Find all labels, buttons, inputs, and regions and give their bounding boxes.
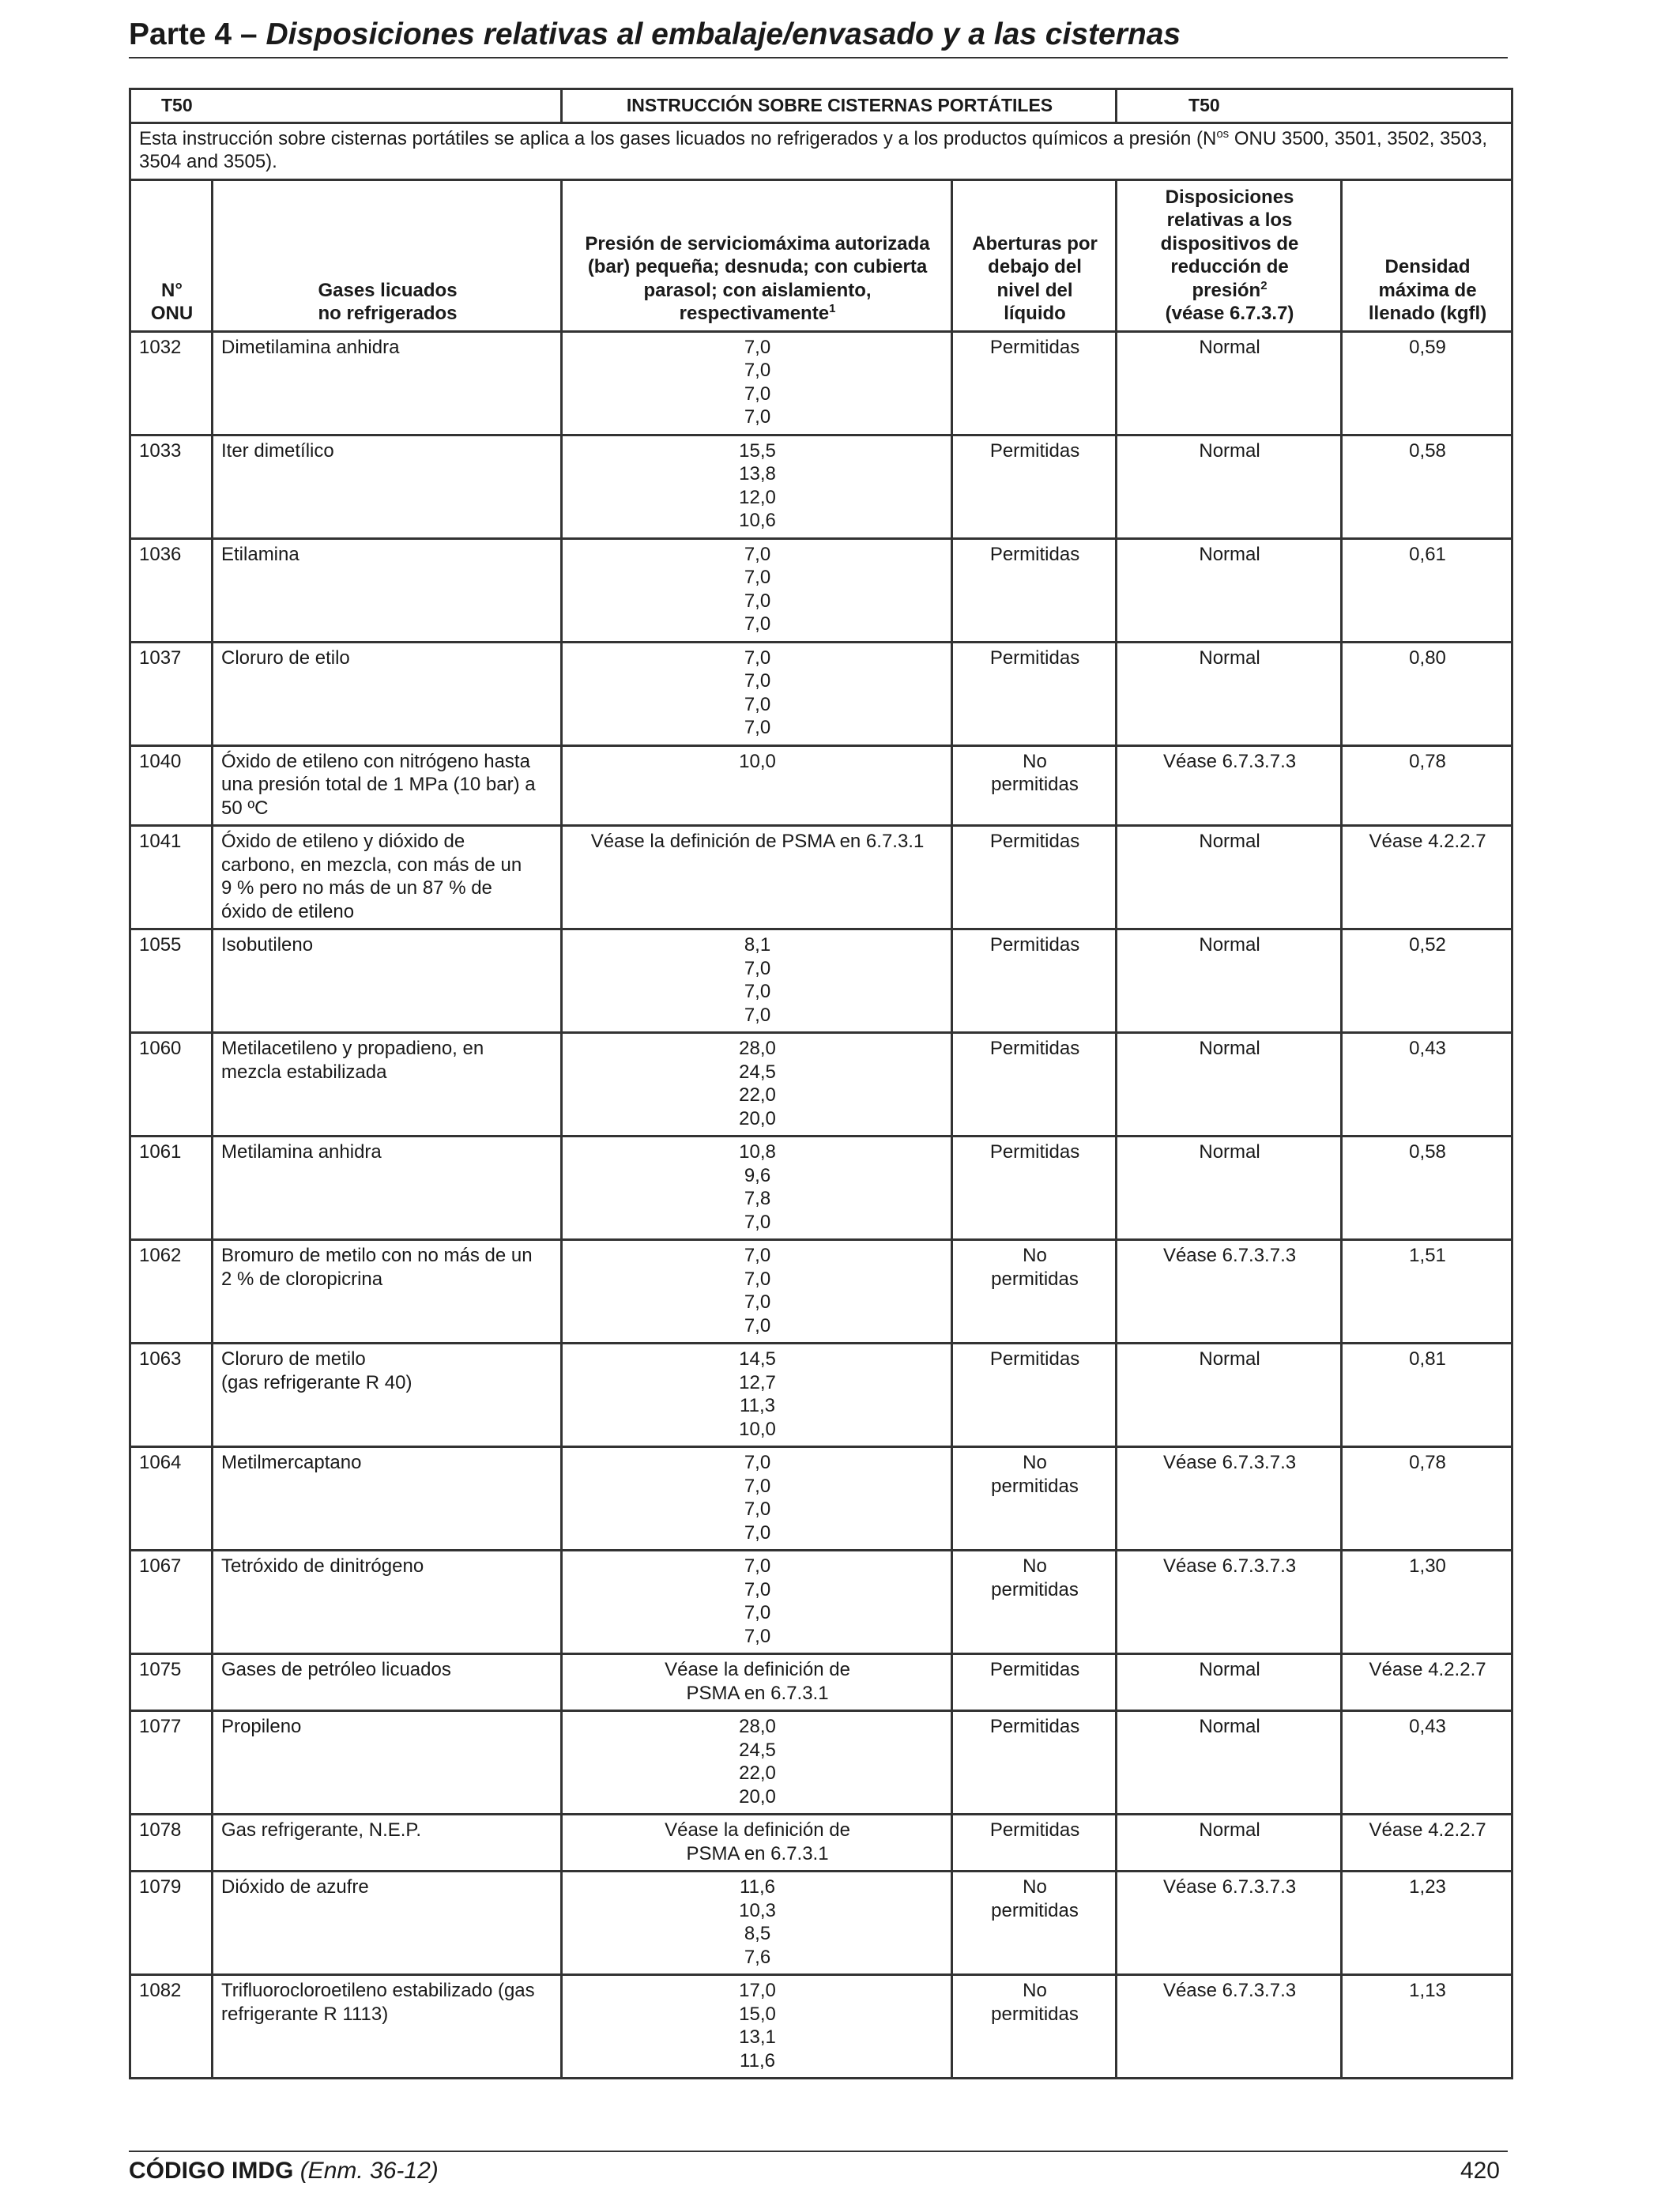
page-title bbox=[129, 13, 1508, 57]
cell-density: 0,59 bbox=[1342, 331, 1512, 435]
cell-un-number: 1064 bbox=[130, 1447, 213, 1551]
col-header-pressure-line: respectivamente bbox=[679, 303, 830, 324]
gas-name-line: Metilmercaptano bbox=[221, 1452, 362, 1473]
cell-openings bbox=[952, 435, 1117, 538]
cell-density: 0,52 bbox=[1342, 929, 1512, 1033]
gas-name-line: mezcla estabilizada bbox=[221, 1061, 387, 1083]
cell-un-number: 1040 bbox=[130, 745, 213, 826]
cell-pressure bbox=[562, 1344, 952, 1447]
header-rule bbox=[129, 57, 1508, 58]
cell-density: 1,30 bbox=[1342, 1551, 1512, 1654]
gas-name-line: 2 % de cloropicrina bbox=[221, 1268, 383, 1290]
openings-line: permitidas bbox=[991, 1475, 1079, 1497]
cell-relief: Véase 6.7.3.7.3 bbox=[1117, 1551, 1342, 1654]
cell-pressure bbox=[562, 1975, 952, 2079]
gas-name-line: Bromuro de metilo con no más de un bbox=[221, 1245, 533, 1266]
cell-openings bbox=[952, 538, 1117, 642]
cell-relief: Normal bbox=[1117, 1033, 1342, 1137]
cell-un-number: 1041 bbox=[130, 826, 213, 929]
gas-name-line: Etilamina bbox=[221, 543, 299, 565]
openings-line: Permitidas bbox=[989, 1348, 1080, 1370]
table-row bbox=[130, 745, 1512, 826]
gas-name-line: 50 ºC bbox=[221, 797, 269, 819]
cell-gas-name bbox=[213, 1551, 562, 1654]
pressure-value: 10,0 bbox=[739, 750, 776, 772]
gas-name-line: Tetróxido de dinitrógeno bbox=[221, 1555, 424, 1577]
table-row bbox=[130, 1344, 1512, 1447]
gas-name-line: (gas refrigerante R 40) bbox=[221, 1371, 412, 1393]
pressure-value: 7,0 bbox=[744, 1602, 771, 1623]
cell-relief: Véase 6.7.3.7.3 bbox=[1117, 1975, 1342, 2079]
cell-openings bbox=[952, 1711, 1117, 1815]
cell-gas-name bbox=[213, 1344, 562, 1447]
cell-openings bbox=[952, 826, 1117, 929]
cell-density: 0,58 bbox=[1342, 1137, 1512, 1240]
pressure-value: 24,5 bbox=[739, 1061, 776, 1083]
pressure-value: 7,0 bbox=[744, 1625, 771, 1647]
col-header-relief-line: reducción de bbox=[1170, 256, 1289, 277]
intro-text bbox=[130, 123, 1512, 179]
col-header-un bbox=[130, 179, 213, 331]
pressure-value: 7,0 bbox=[744, 981, 771, 1002]
openings-line: Permitidas bbox=[989, 831, 1080, 852]
cell-openings bbox=[952, 1975, 1117, 2079]
openings-line: Permitidas bbox=[989, 1038, 1080, 1059]
openings-line: Permitidas bbox=[989, 647, 1080, 669]
cell-pressure bbox=[562, 826, 952, 929]
table-row bbox=[130, 538, 1512, 642]
cell-gas-name bbox=[213, 435, 562, 538]
gas-name-line: Cloruro de metilo bbox=[221, 1348, 366, 1370]
cell-un-number: 1036 bbox=[130, 538, 213, 642]
pressure-value: 12,0 bbox=[739, 486, 776, 508]
cell-relief: Normal bbox=[1117, 435, 1342, 538]
cell-gas-name bbox=[213, 1975, 562, 2079]
pressure-value: 7,0 bbox=[744, 543, 771, 565]
col-header-openings-line: nivel del bbox=[996, 279, 1073, 301]
page-footer bbox=[129, 2151, 1508, 2190]
openings-line: permitidas bbox=[991, 1578, 1079, 1600]
table-row bbox=[130, 1654, 1512, 1711]
gas-name-line: Gases de petróleo licuados bbox=[221, 1659, 451, 1680]
cell-density: Véase 4.2.2.7 bbox=[1342, 1654, 1512, 1711]
table-row bbox=[130, 929, 1512, 1033]
col-header-openings bbox=[952, 179, 1117, 331]
pressure-value: 15,0 bbox=[739, 2003, 776, 2025]
openings-line: Permitidas bbox=[989, 1141, 1080, 1163]
pressure-value: PSMA en 6.7.3.1 bbox=[686, 1682, 829, 1704]
pressure-value: 13,8 bbox=[739, 463, 776, 484]
pressure-value: 7,0 bbox=[744, 1475, 771, 1497]
pressure-value: 17,0 bbox=[739, 1980, 776, 2001]
cell-pressure bbox=[562, 538, 952, 642]
cell-relief: Normal bbox=[1117, 538, 1342, 642]
pressure-value: 10,8 bbox=[739, 1141, 776, 1163]
pressure-value: 7,6 bbox=[744, 1946, 771, 1968]
openings-line: No bbox=[1023, 1452, 1047, 1473]
pressure-value: 11,3 bbox=[740, 1395, 775, 1416]
col-header-un-line: ONU bbox=[150, 303, 194, 324]
cell-density: 0,43 bbox=[1342, 1033, 1512, 1137]
pressure-value: 11,6 bbox=[740, 1876, 775, 1898]
col-header-relief-line: (véase 6.7.3.7) bbox=[1165, 303, 1294, 324]
col-header-un-line: N° bbox=[161, 279, 183, 301]
col-header-gas bbox=[213, 179, 562, 331]
openings-line: No bbox=[1023, 1245, 1047, 1266]
cell-density: 1,23 bbox=[1342, 1872, 1512, 1975]
openings-line: No bbox=[1023, 1876, 1047, 1898]
pressure-value: 28,0 bbox=[739, 1716, 776, 1737]
pressure-value: 7,0 bbox=[744, 1578, 771, 1600]
cell-density: 0,61 bbox=[1342, 538, 1512, 642]
intro-row bbox=[130, 123, 1512, 179]
pressure-value: 7,0 bbox=[744, 1314, 771, 1336]
cell-gas-name bbox=[213, 929, 562, 1033]
cell-openings bbox=[952, 331, 1117, 435]
openings-line: Permitidas bbox=[989, 439, 1080, 462]
cell-gas-name bbox=[213, 1240, 562, 1344]
instruction-heading: INSTRUCCIÓN SOBRE CISTERNAS PORTÁTILES bbox=[562, 89, 1117, 123]
cell-relief: Normal bbox=[1117, 826, 1342, 929]
col-header-density bbox=[1342, 179, 1512, 331]
cell-relief: Normal bbox=[1117, 1344, 1342, 1447]
openings-line: Permitidas bbox=[989, 1716, 1080, 1737]
cell-un-number: 1060 bbox=[130, 1033, 213, 1137]
col-header-pressure-line: Presión de serviciomáxima autorizada bbox=[585, 232, 930, 254]
gas-name-line: Gas refrigerante, N.E.P. bbox=[221, 1819, 422, 1841]
footnote-ref-1: 1 bbox=[829, 302, 836, 315]
intro-superscript: os bbox=[1216, 126, 1230, 141]
table-row bbox=[130, 642, 1512, 745]
pressure-value: 7,0 bbox=[744, 717, 771, 738]
gas-name-line: Propileno bbox=[221, 1716, 302, 1737]
gas-name-line: óxido de etileno bbox=[221, 900, 355, 922]
pressure-value: Véase la definición de bbox=[665, 1659, 850, 1680]
page-number: 420 bbox=[1460, 2158, 1500, 2184]
gas-name-line: una presión total de 1 MPa (10 bar) a bbox=[221, 774, 536, 795]
table-row bbox=[130, 1137, 1512, 1240]
instruction-id-left: T50 bbox=[130, 89, 562, 123]
table-row bbox=[130, 826, 1512, 929]
cell-pressure bbox=[562, 331, 952, 435]
table-row bbox=[130, 1033, 1512, 1137]
pressure-value: 7,0 bbox=[744, 383, 771, 405]
openings-line: Permitidas bbox=[989, 934, 1080, 956]
pressure-value: 7,0 bbox=[744, 1498, 771, 1520]
cell-openings bbox=[952, 1447, 1117, 1551]
col-header-relief-line: relativas a los bbox=[1166, 209, 1293, 231]
col-header-density-line: Densidad bbox=[1384, 256, 1471, 277]
pressure-value: 10,6 bbox=[739, 510, 776, 531]
pressure-value: 15,5 bbox=[739, 439, 776, 462]
footnote-ref-2: 2 bbox=[1260, 278, 1268, 292]
openings-line: Permitidas bbox=[989, 543, 1080, 565]
gas-name-line: Metilamina anhidra bbox=[221, 1141, 382, 1163]
col-header-density-line: máxima de bbox=[1378, 279, 1477, 301]
pressure-value: 24,5 bbox=[739, 1739, 776, 1761]
col-header-density-line: llenado (kgfl) bbox=[1368, 303, 1487, 324]
pressure-value: 7,0 bbox=[744, 670, 771, 692]
gas-name-line: 9 % pero no más de un 87 % de bbox=[221, 877, 492, 899]
pressure-value: 8,1 bbox=[744, 934, 771, 956]
pressure-value: 7,0 bbox=[744, 336, 771, 358]
openings-line: Permitidas bbox=[989, 1819, 1080, 1841]
instruction-id-right-text: T50 bbox=[1188, 95, 1220, 115]
cell-gas-name bbox=[213, 642, 562, 745]
pressure-value: 7,0 bbox=[744, 1555, 771, 1577]
cell-un-number: 1063 bbox=[130, 1344, 213, 1447]
pressure-value: 7,0 bbox=[744, 613, 771, 635]
part-label: Parte 4 – bbox=[129, 17, 258, 51]
gas-name-line: carbono, en mezcla, con más de un bbox=[221, 854, 522, 876]
cell-density: 1,13 bbox=[1342, 1975, 1512, 2079]
cell-pressure bbox=[562, 1711, 952, 1815]
openings-line: permitidas bbox=[991, 1268, 1079, 1290]
cell-pressure bbox=[562, 1872, 952, 1975]
cell-openings bbox=[952, 642, 1117, 745]
col-header-relief bbox=[1117, 179, 1342, 331]
cell-openings bbox=[952, 1137, 1117, 1240]
intro-text-part2: ONU 3500, 3501, 3502, 3503, 3504 and 3505). bbox=[139, 127, 1488, 172]
cell-pressure bbox=[562, 642, 952, 745]
openings-line: permitidas bbox=[991, 2003, 1079, 2025]
cell-relief: Véase 6.7.3.7.3 bbox=[1117, 1872, 1342, 1975]
instruction-title-row bbox=[130, 89, 1512, 123]
pressure-value: PSMA en 6.7.3.1 bbox=[686, 1842, 829, 1864]
cell-relief: Normal bbox=[1117, 331, 1342, 435]
part-title: Disposiciones relativas al embalaje/envasado y a las cisternas bbox=[266, 17, 1181, 51]
gas-name-line: Iter dimetílico bbox=[221, 439, 334, 462]
column-header-row bbox=[130, 179, 1512, 331]
cell-gas-name bbox=[213, 1137, 562, 1240]
cell-gas-name bbox=[213, 1815, 562, 1872]
table-row bbox=[130, 331, 1512, 435]
portable-tank-instruction-table bbox=[129, 88, 1513, 2079]
openings-line: permitidas bbox=[991, 1899, 1079, 1921]
pressure-value: 11,6 bbox=[740, 2049, 775, 2071]
pressure-value: 7,0 bbox=[744, 1452, 771, 1473]
openings-line: No bbox=[1023, 1980, 1047, 2001]
col-header-relief-line: presión bbox=[1192, 279, 1261, 301]
pressure-value: Véase la definición de bbox=[665, 1819, 850, 1841]
cell-pressure bbox=[562, 1815, 952, 1872]
cell-pressure bbox=[562, 1551, 952, 1654]
table-row bbox=[130, 1551, 1512, 1654]
cell-pressure bbox=[562, 435, 952, 538]
intro-text-part1: Esta instrucción sobre cisternas portátiles se aplica a los gases licuados no refrigerados y a los productos químicos a presión (N bbox=[139, 127, 1217, 149]
cell-density: Véase 4.2.2.7 bbox=[1342, 1815, 1512, 1872]
cell-un-number: 1082 bbox=[130, 1975, 213, 2079]
cell-gas-name bbox=[213, 1654, 562, 1711]
cell-un-number: 1033 bbox=[130, 435, 213, 538]
pressure-value: 7,0 bbox=[744, 957, 771, 979]
cell-relief: Normal bbox=[1117, 929, 1342, 1033]
gas-name-line: Metilacetileno y propadieno, en bbox=[221, 1038, 484, 1059]
table-row bbox=[130, 1975, 1512, 2079]
openings-line: permitidas bbox=[991, 774, 1079, 795]
cell-openings bbox=[952, 1815, 1117, 1872]
pressure-value: 7,0 bbox=[744, 1004, 771, 1026]
pressure-value: 7,0 bbox=[744, 1245, 771, 1266]
cell-density: 0,78 bbox=[1342, 1447, 1512, 1551]
gas-name-line: Dióxido de azufre bbox=[221, 1876, 369, 1898]
page-header bbox=[129, 13, 1508, 58]
footer-code-title: CÓDIGO IMDG bbox=[129, 2158, 294, 2184]
cell-un-number: 1061 bbox=[130, 1137, 213, 1240]
pressure-value: 7,0 bbox=[744, 693, 771, 715]
cell-pressure bbox=[562, 1033, 952, 1137]
pressure-value: 7,0 bbox=[744, 1521, 771, 1544]
cell-openings bbox=[952, 1872, 1117, 1975]
cell-gas-name bbox=[213, 1033, 562, 1137]
pressure-value: 7,0 bbox=[744, 406, 771, 428]
cell-density: 0,80 bbox=[1342, 642, 1512, 745]
cell-gas-name bbox=[213, 331, 562, 435]
cell-un-number: 1037 bbox=[130, 642, 213, 745]
table-row bbox=[130, 1240, 1512, 1344]
pressure-value: 20,0 bbox=[739, 1785, 776, 1808]
col-header-openings-line: Aberturas por bbox=[972, 232, 1098, 254]
pressure-value: 20,0 bbox=[739, 1107, 776, 1129]
pressure-value: 7,0 bbox=[744, 1268, 771, 1290]
cell-relief: Normal bbox=[1117, 1654, 1342, 1711]
col-header-pressure-line: (bar) pequeña; desnuda; con cubierta bbox=[587, 256, 928, 277]
col-header-openings-line: líquido bbox=[1004, 303, 1066, 324]
col-header-relief-line: dispositivos de bbox=[1160, 232, 1299, 254]
cell-pressure bbox=[562, 1654, 952, 1711]
pressure-value: 22,0 bbox=[739, 1084, 776, 1106]
openings-line: Permitidas bbox=[989, 336, 1080, 358]
col-header-pressure-line: parasol; con aislamiento, bbox=[643, 279, 872, 301]
gas-name-line: Óxido de etileno con nitrógeno hasta bbox=[221, 750, 530, 772]
table-row bbox=[130, 435, 1512, 538]
pressure-value: 7,0 bbox=[744, 567, 771, 588]
col-header-relief-line: Disposiciones bbox=[1165, 186, 1294, 208]
footer-code bbox=[129, 2152, 439, 2190]
cell-relief: Véase 6.7.3.7.3 bbox=[1117, 1240, 1342, 1344]
instruction-id-right bbox=[1117, 89, 1512, 123]
cell-gas-name bbox=[213, 826, 562, 929]
cell-relief: Normal bbox=[1117, 1711, 1342, 1815]
cell-gas-name bbox=[213, 1711, 562, 1815]
col-header-gas-line: Gases licuados bbox=[318, 279, 458, 301]
cell-relief: Véase 6.7.3.7.3 bbox=[1117, 745, 1342, 826]
openings-line: Permitidas bbox=[989, 1659, 1080, 1680]
cell-density: 0,81 bbox=[1342, 1344, 1512, 1447]
pressure-value: Véase la definición de PSMA en 6.7.3.1 bbox=[590, 831, 925, 852]
cell-openings bbox=[952, 1344, 1117, 1447]
gas-name-line: Cloruro de etilo bbox=[221, 647, 350, 669]
cell-density: 0,78 bbox=[1342, 745, 1512, 826]
cell-openings bbox=[952, 1033, 1117, 1137]
cell-un-number: 1032 bbox=[130, 331, 213, 435]
gas-name-line: Dimetilamina anhidra bbox=[221, 336, 400, 358]
footer-edition: (Enm. 36-12) bbox=[299, 2158, 439, 2184]
cell-un-number: 1078 bbox=[130, 1815, 213, 1872]
pressure-value: 8,5 bbox=[744, 1923, 771, 1944]
openings-line: No bbox=[1023, 750, 1047, 772]
pressure-value: 28,0 bbox=[739, 1038, 776, 1059]
table-row bbox=[130, 1447, 1512, 1551]
cell-openings bbox=[952, 1551, 1117, 1654]
pressure-value: 10,3 bbox=[739, 1899, 776, 1921]
gas-name-line: Óxido de etileno y dióxido de bbox=[221, 831, 465, 852]
col-header-openings-line: debajo del bbox=[988, 256, 1082, 277]
pressure-value: 22,0 bbox=[739, 1762, 776, 1784]
table-row bbox=[130, 1872, 1512, 1975]
cell-relief: Normal bbox=[1117, 1137, 1342, 1240]
col-header-pressure bbox=[562, 179, 952, 331]
gas-name-line: Trifluorocloroetileno estabilizado (gas bbox=[221, 1980, 535, 2001]
table-row bbox=[130, 1815, 1512, 1872]
cell-gas-name bbox=[213, 745, 562, 826]
cell-un-number: 1077 bbox=[130, 1711, 213, 1815]
cell-un-number: 1062 bbox=[130, 1240, 213, 1344]
cell-gas-name bbox=[213, 1872, 562, 1975]
gas-name-line: refrigerante R 1113) bbox=[221, 2003, 389, 2025]
cell-pressure bbox=[562, 1447, 952, 1551]
cell-density: 0,43 bbox=[1342, 1711, 1512, 1815]
openings-line: No bbox=[1023, 1555, 1047, 1577]
pressure-value: 9,6 bbox=[744, 1164, 771, 1186]
pressure-value: 7,0 bbox=[744, 360, 771, 381]
pressure-value: 7,0 bbox=[744, 1211, 771, 1233]
pressure-value: 7,0 bbox=[744, 1291, 771, 1313]
cell-density: 0,58 bbox=[1342, 435, 1512, 538]
pressure-value: 12,7 bbox=[739, 1371, 776, 1393]
cell-un-number: 1075 bbox=[130, 1654, 213, 1711]
cell-un-number: 1079 bbox=[130, 1872, 213, 1975]
pressure-value: 7,8 bbox=[744, 1188, 771, 1209]
cell-density: Véase 4.2.2.7 bbox=[1342, 826, 1512, 929]
gas-name-line: Isobutileno bbox=[221, 934, 314, 956]
cell-gas-name bbox=[213, 538, 562, 642]
cell-openings bbox=[952, 745, 1117, 826]
cell-un-number: 1067 bbox=[130, 1551, 213, 1654]
cell-pressure bbox=[562, 929, 952, 1033]
pressure-value: 7,0 bbox=[744, 590, 771, 612]
cell-gas-name bbox=[213, 1447, 562, 1551]
table-row bbox=[130, 1711, 1512, 1815]
cell-density: 1,51 bbox=[1342, 1240, 1512, 1344]
cell-openings bbox=[952, 929, 1117, 1033]
pressure-value: 13,1 bbox=[739, 2026, 776, 2048]
pressure-value: 10,0 bbox=[739, 1418, 776, 1440]
cell-un-number: 1055 bbox=[130, 929, 213, 1033]
cell-relief: Véase 6.7.3.7.3 bbox=[1117, 1447, 1342, 1551]
pressure-value: 7,0 bbox=[744, 647, 771, 669]
col-header-gas-line: no refrigerados bbox=[318, 303, 458, 324]
pressure-value: 14,5 bbox=[739, 1348, 776, 1370]
cell-openings bbox=[952, 1654, 1117, 1711]
cell-pressure bbox=[562, 745, 952, 826]
cell-pressure bbox=[562, 1137, 952, 1240]
cell-openings bbox=[952, 1240, 1117, 1344]
cell-relief: Normal bbox=[1117, 642, 1342, 745]
cell-relief: Normal bbox=[1117, 1815, 1342, 1872]
cell-pressure bbox=[562, 1240, 952, 1344]
